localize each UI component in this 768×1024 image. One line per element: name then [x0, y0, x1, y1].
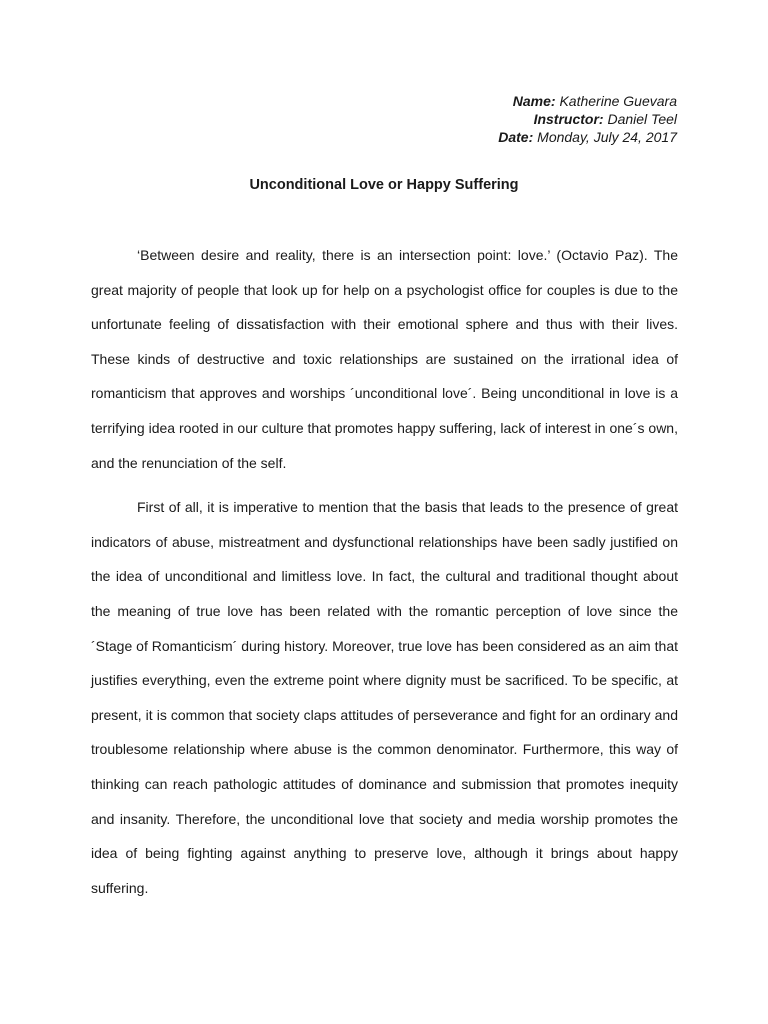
paragraph-intro: ‘Between desire and reality, there is an intersection point: love.’ (Octavio Paz). The great majority of people that look up for help on a psychologist office for couples is due to the unfortunate feeling of dissatisfaction with their emotional sphere and thus with their lives. These kinds of destructive and toxic relationships are sustained on the irrational idea of romanticism that approves and worships ´unconditional love´. Being unconditional in love is a terrifying idea rooted in our culture that promotes happy suffering, lack of interest in one´s own, and the renunciation of the self.	[91, 247, 678, 471]
name-value: Katherine Guevara	[559, 93, 677, 109]
essay-title: Unconditional Love or Happy Suffering	[249, 177, 519, 193]
date-label: Date:	[498, 129, 534, 145]
header-block	[498, 92, 677, 146]
instructor-value: Daniel Teel	[607, 111, 677, 127]
name-label: Name:	[512, 93, 556, 109]
date-line	[498, 128, 677, 146]
instructor-label: Instructor:	[533, 111, 604, 127]
name-line	[498, 92, 677, 110]
date-value: Monday, July 24, 2017	[537, 129, 677, 145]
paragraph-body: First of all, it is imperative to mention that the basis that leads to the presence of great indicators of abuse, mistreatment and dysfunctional relationships have been sadly justified on the idea of unconditional and limitless love. In fact, the cultural and traditional thought about the meaning of true love has been related with the romantic perception of love since the ´Stage of Romanticism´ during history. Moreover, true love has been considered as an aim that justifies everything, even the extreme point where dignity must be sacrificed. To be specific, at present, it is common that society claps attitudes of perseverance and fight for an ordinary and troublesome relationship where abuse is the common denominator. Furthermore, this way of thinking can reach pathologic attitudes of dominance and submission that promotes inequity and insanity. Therefore, the unconditional love that society and media worship promotes the idea of being fighting against anything to preserve love, although it brings about happy suffering.	[91, 499, 678, 896]
essay-body	[91, 238, 678, 905]
instructor-line	[498, 110, 677, 128]
